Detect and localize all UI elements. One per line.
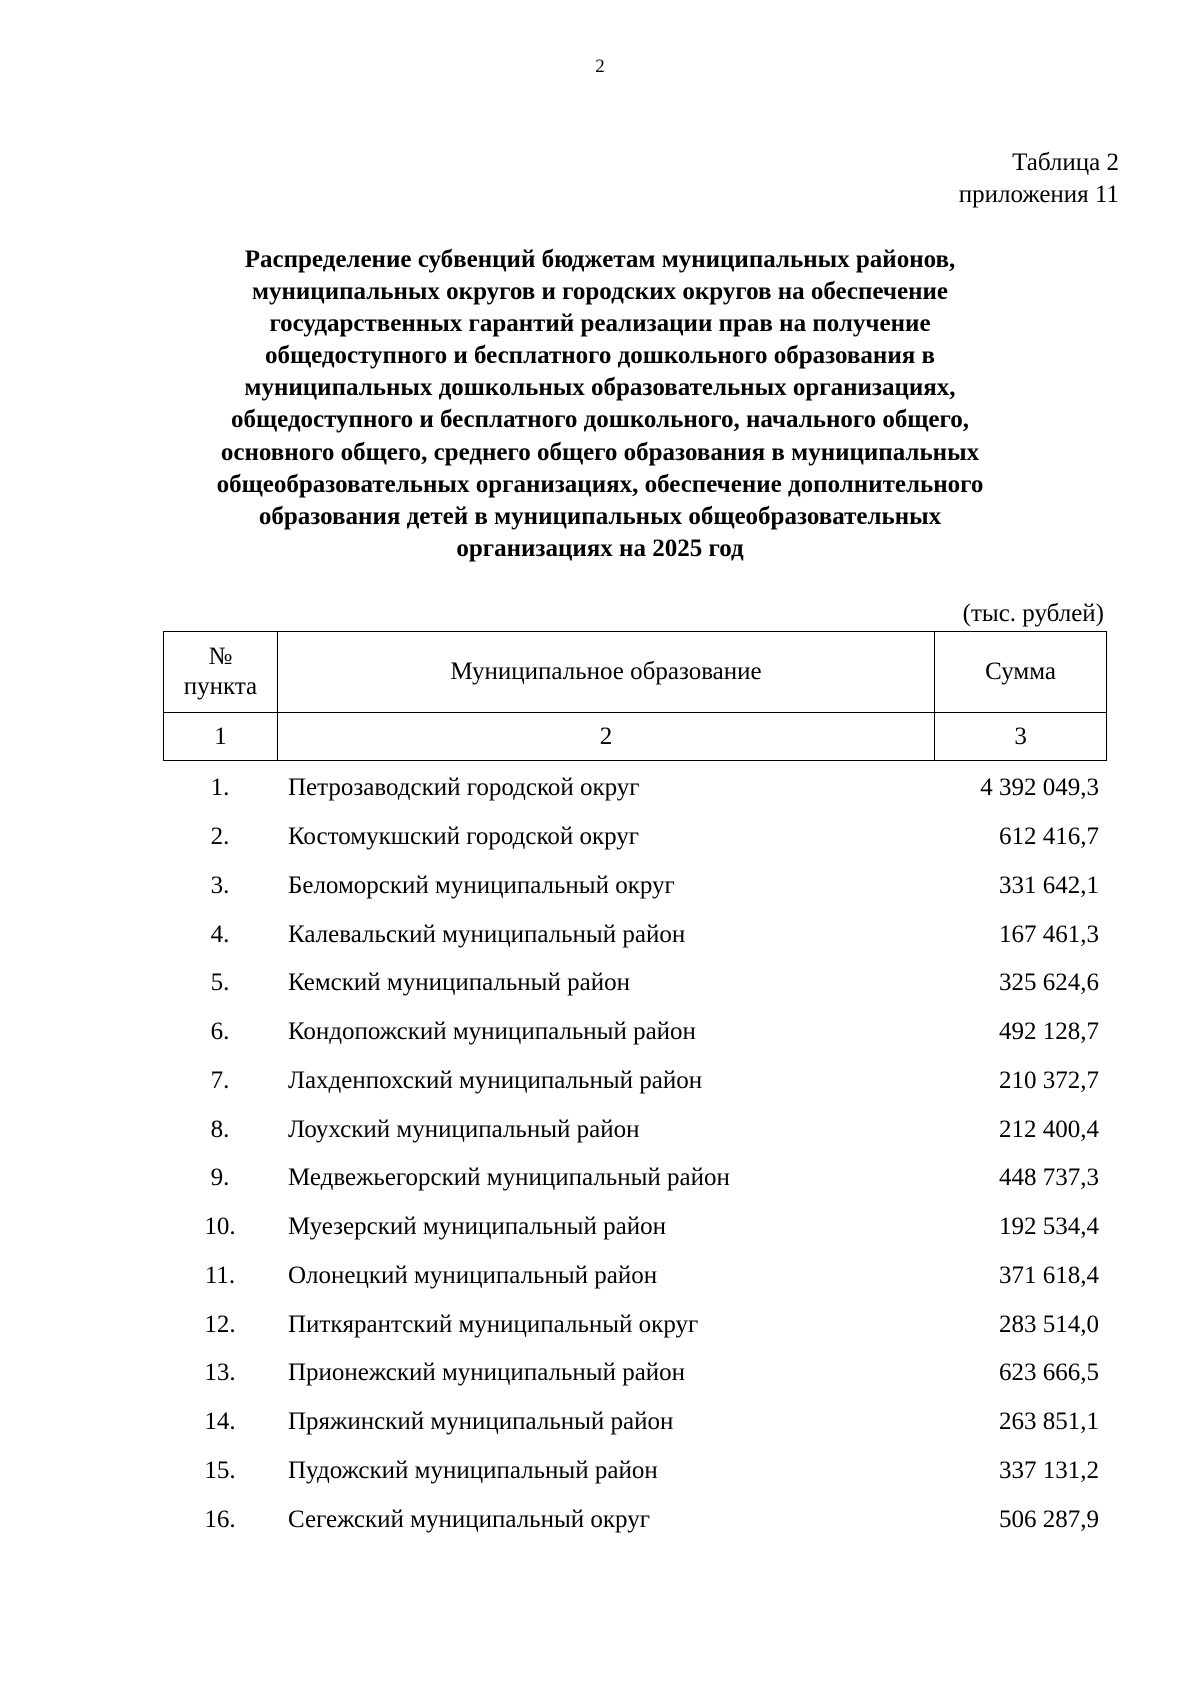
table-row — [163, 1495, 1107, 1544]
table-row — [163, 1349, 1107, 1398]
row-sum: 325 624,6 — [999, 969, 1099, 997]
row-index: 14. — [204, 1408, 236, 1436]
row-municipality: Петрозаводский городской округ — [288, 774, 640, 802]
row-sum: 492 128,7 — [999, 1018, 1099, 1046]
table-row — [163, 813, 1107, 862]
row-municipality: Сегежский муниципальный округ — [288, 1505, 650, 1533]
title-line: общедоступного и бесплатного дошкольного образования в — [264, 342, 936, 370]
column-number-row — [164, 713, 1107, 761]
row-municipality: Питкярантский муниципальный округ — [288, 1310, 699, 1338]
row-sum: 612 416,7 — [999, 823, 1099, 851]
row-sum: 167 461,3 — [999, 920, 1099, 948]
row-sum: 263 851,1 — [999, 1408, 1099, 1436]
row-index: 7. — [210, 1066, 230, 1094]
row-index: 3. — [210, 871, 230, 899]
table-body — [163, 764, 1107, 1544]
row-index: 16. — [204, 1505, 236, 1533]
title-line: государственных гарантий реализации прав на получение — [269, 310, 931, 338]
table-row — [163, 1447, 1107, 1496]
row-index: 12. — [204, 1310, 236, 1338]
appendix-reference — [959, 147, 1119, 211]
row-municipality: Беломорский муниципальный округ — [288, 871, 675, 899]
table-row — [163, 862, 1107, 911]
table-row — [163, 1008, 1107, 1057]
row-index: 5. — [210, 969, 230, 997]
row-municipality: Калевальский муниципальный район — [288, 920, 686, 948]
table-row — [163, 1300, 1107, 1349]
row-municipality: Олонецкий муниципальный район — [288, 1261, 658, 1289]
row-municipality: Медвежьегорский муниципальный район — [288, 1164, 730, 1192]
row-index: 15. — [204, 1456, 236, 1484]
row-index: 10. — [204, 1213, 236, 1241]
column-number: 2 — [277, 713, 934, 761]
row-index: 11. — [204, 1261, 236, 1289]
row-sum: 210 372,7 — [999, 1066, 1099, 1094]
row-sum: 623 666,5 — [999, 1359, 1099, 1387]
row-sum: 4 392 049,3 — [980, 774, 1099, 802]
row-sum: 448 737,3 — [999, 1164, 1099, 1192]
title-line: муниципальных округов и городских округов на обеспечение — [251, 278, 949, 306]
row-index: 4. — [210, 920, 230, 948]
title-line: общеобразовательных организациях, обеспечение дополнительного — [216, 470, 984, 498]
row-index: 9. — [210, 1164, 230, 1192]
title-line: образования детей в муниципальных общеобразовательных — [258, 502, 942, 530]
row-index: 8. — [210, 1115, 230, 1143]
document-title — [160, 244, 1040, 565]
title-line: муниципальных дошкольных образовательных организациях, — [244, 374, 956, 402]
page-number: 2 — [595, 56, 605, 77]
row-municipality: Пудожский муниципальный район — [288, 1456, 658, 1484]
row-sum: 192 534,4 — [999, 1213, 1099, 1241]
title-line: основного общего, среднего общего образования в муниципальных — [220, 438, 980, 466]
header-item-number: № пункта — [164, 632, 278, 713]
table-row — [163, 1154, 1107, 1203]
appendix-table-label: Таблица 2 — [1012, 149, 1119, 176]
row-index: 2. — [210, 823, 230, 851]
row-index: 6. — [210, 1018, 230, 1046]
row-sum: 371 618,4 — [999, 1261, 1099, 1289]
table-row — [163, 959, 1107, 1008]
row-sum: 331 642,1 — [999, 871, 1099, 899]
row-municipality: Лоухский муниципальный район — [288, 1115, 640, 1143]
column-number: 3 — [935, 713, 1107, 761]
units-label: (тыс. рублей) — [962, 600, 1104, 627]
title-line: организациях на 2025 год — [456, 534, 744, 562]
row-sum: 337 131,2 — [999, 1456, 1099, 1484]
row-municipality: Костомукшский городской округ — [288, 823, 640, 851]
row-sum: 212 400,4 — [999, 1115, 1099, 1143]
header-sum: Сумма — [935, 632, 1107, 713]
table-row — [163, 1203, 1107, 1252]
header-row — [164, 632, 1107, 713]
row-index: 13. — [204, 1359, 236, 1387]
row-municipality: Муезерский муниципальный район — [288, 1213, 666, 1241]
row-municipality: Кондопожский муниципальный район — [288, 1018, 696, 1046]
row-sum: 506 287,9 — [999, 1505, 1099, 1533]
row-municipality: Пряжинский муниципальный район — [288, 1408, 674, 1436]
header-municipality: Муниципальное образование — [277, 632, 934, 713]
table-row — [163, 764, 1107, 813]
appendix-annex-label: приложения 11 — [958, 181, 1119, 208]
row-municipality: Лахденпохский муниципальный район — [288, 1066, 703, 1094]
table-row — [163, 1057, 1107, 1106]
table-row — [163, 1398, 1107, 1447]
title-line: общедоступного и бесплатного дошкольного, начального общего, — [230, 406, 970, 434]
row-municipality: Прионежский муниципальный район — [288, 1359, 686, 1387]
table-row — [163, 1105, 1107, 1154]
table-row — [163, 910, 1107, 959]
column-number: 1 — [164, 713, 278, 761]
row-municipality: Кемский муниципальный район — [288, 969, 630, 997]
table-header — [163, 631, 1107, 761]
title-line: Распределение субвенций бюджетам муниципальных районов, — [244, 246, 956, 273]
row-sum: 283 514,0 — [999, 1310, 1099, 1338]
row-index: 1. — [210, 774, 230, 802]
table-row — [163, 1252, 1107, 1301]
